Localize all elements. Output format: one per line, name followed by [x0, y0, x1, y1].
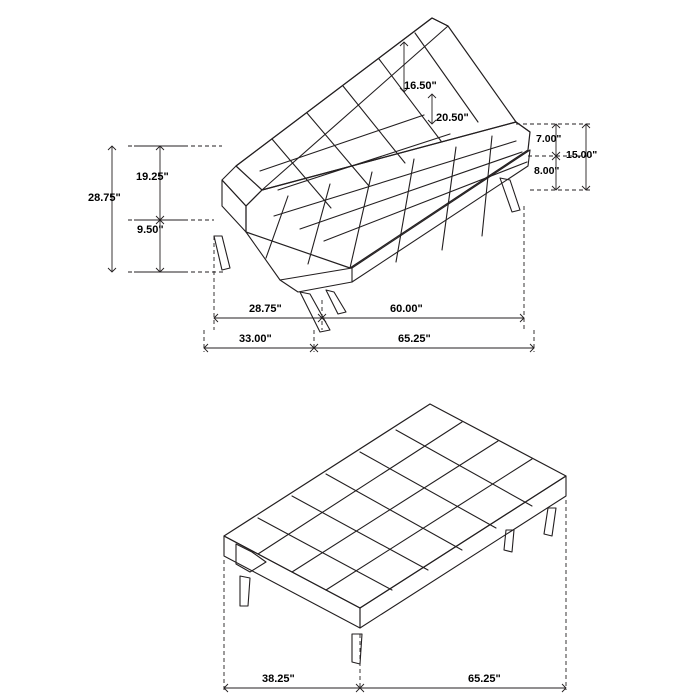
dim-backrest-height: 19.25": [136, 171, 169, 183]
dim-overall-depth: 33.00": [239, 333, 272, 345]
flat-bed-illustration: [224, 404, 566, 664]
dim-overall-height: 28.75": [88, 192, 121, 204]
dim-seat-cushion-height: 8.00": [534, 165, 560, 177]
upright-sofa-illustration: [214, 18, 530, 332]
dim-seat-depth-top: 16.50": [404, 80, 437, 92]
dim-seat-width-inner: 20.50": [436, 112, 469, 124]
dim-bed-length: 65.25": [468, 673, 501, 685]
dim-side-total-height: 15.00": [566, 149, 598, 161]
dim-seat-height: 9.50": [137, 224, 164, 236]
dim-overall-length: 65.25": [398, 333, 431, 345]
dim-seat-length-plan: 60.00": [390, 303, 423, 315]
dim-seat-depth-plan: 28.75": [249, 303, 282, 315]
dim-bed-depth: 38.25": [262, 673, 295, 685]
dim-arm-thickness: 7.00": [536, 133, 562, 145]
